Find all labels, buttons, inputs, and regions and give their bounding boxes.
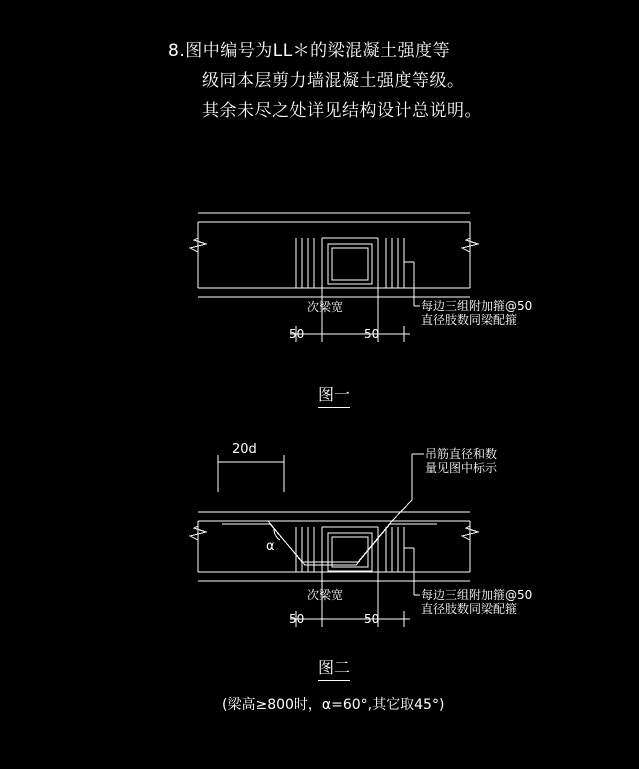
fig2-hanger-note-line2: 量见图中标示 bbox=[425, 461, 498, 475]
note-line-3: 其余未尽之处详见结构设计总说明。 bbox=[202, 101, 482, 121]
fig2-beam-width-label: 次梁宽 bbox=[307, 588, 344, 602]
fig1-stirrup-note-line2: 直径肢数同梁配箍 bbox=[421, 313, 518, 327]
note-line-2: 级同本层剪力墙混凝土强度等级。 bbox=[202, 71, 465, 91]
fig1-stirrup-note-line1: 每边三组附加箍@50 bbox=[421, 299, 533, 313]
fig1-dim-left-label: 50 bbox=[289, 327, 305, 341]
fig1-beam-width-label: 次梁宽 bbox=[307, 300, 344, 314]
fig2-dim-left-label: 50 bbox=[289, 612, 305, 626]
fig2-stirrup-note-line1: 每边三组附加箍@50 bbox=[421, 588, 533, 602]
fig2-caption-text: 图二 bbox=[318, 655, 350, 681]
fig1-dim-right-label: 50 bbox=[364, 327, 380, 341]
fig1-caption bbox=[318, 382, 350, 408]
fig2-dim-right-label: 50 bbox=[364, 612, 380, 626]
fig2-hanger-note-line1: 吊筋直径和数 bbox=[425, 447, 498, 461]
fig2-footnote: (梁高≥800时，α=60°,其它取45°) bbox=[222, 697, 445, 713]
fig2-caption bbox=[318, 655, 350, 681]
fig2-20d-label: 20d bbox=[232, 442, 257, 457]
fig2-stirrup-note-line2: 直径肢数同梁配箍 bbox=[421, 602, 518, 616]
fig1-caption-text: 图一 bbox=[318, 382, 350, 408]
fig2-angle-label: α bbox=[266, 539, 275, 554]
note-line-1: 8.图中编号为LL＊的梁混凝土强度等 bbox=[168, 41, 451, 61]
